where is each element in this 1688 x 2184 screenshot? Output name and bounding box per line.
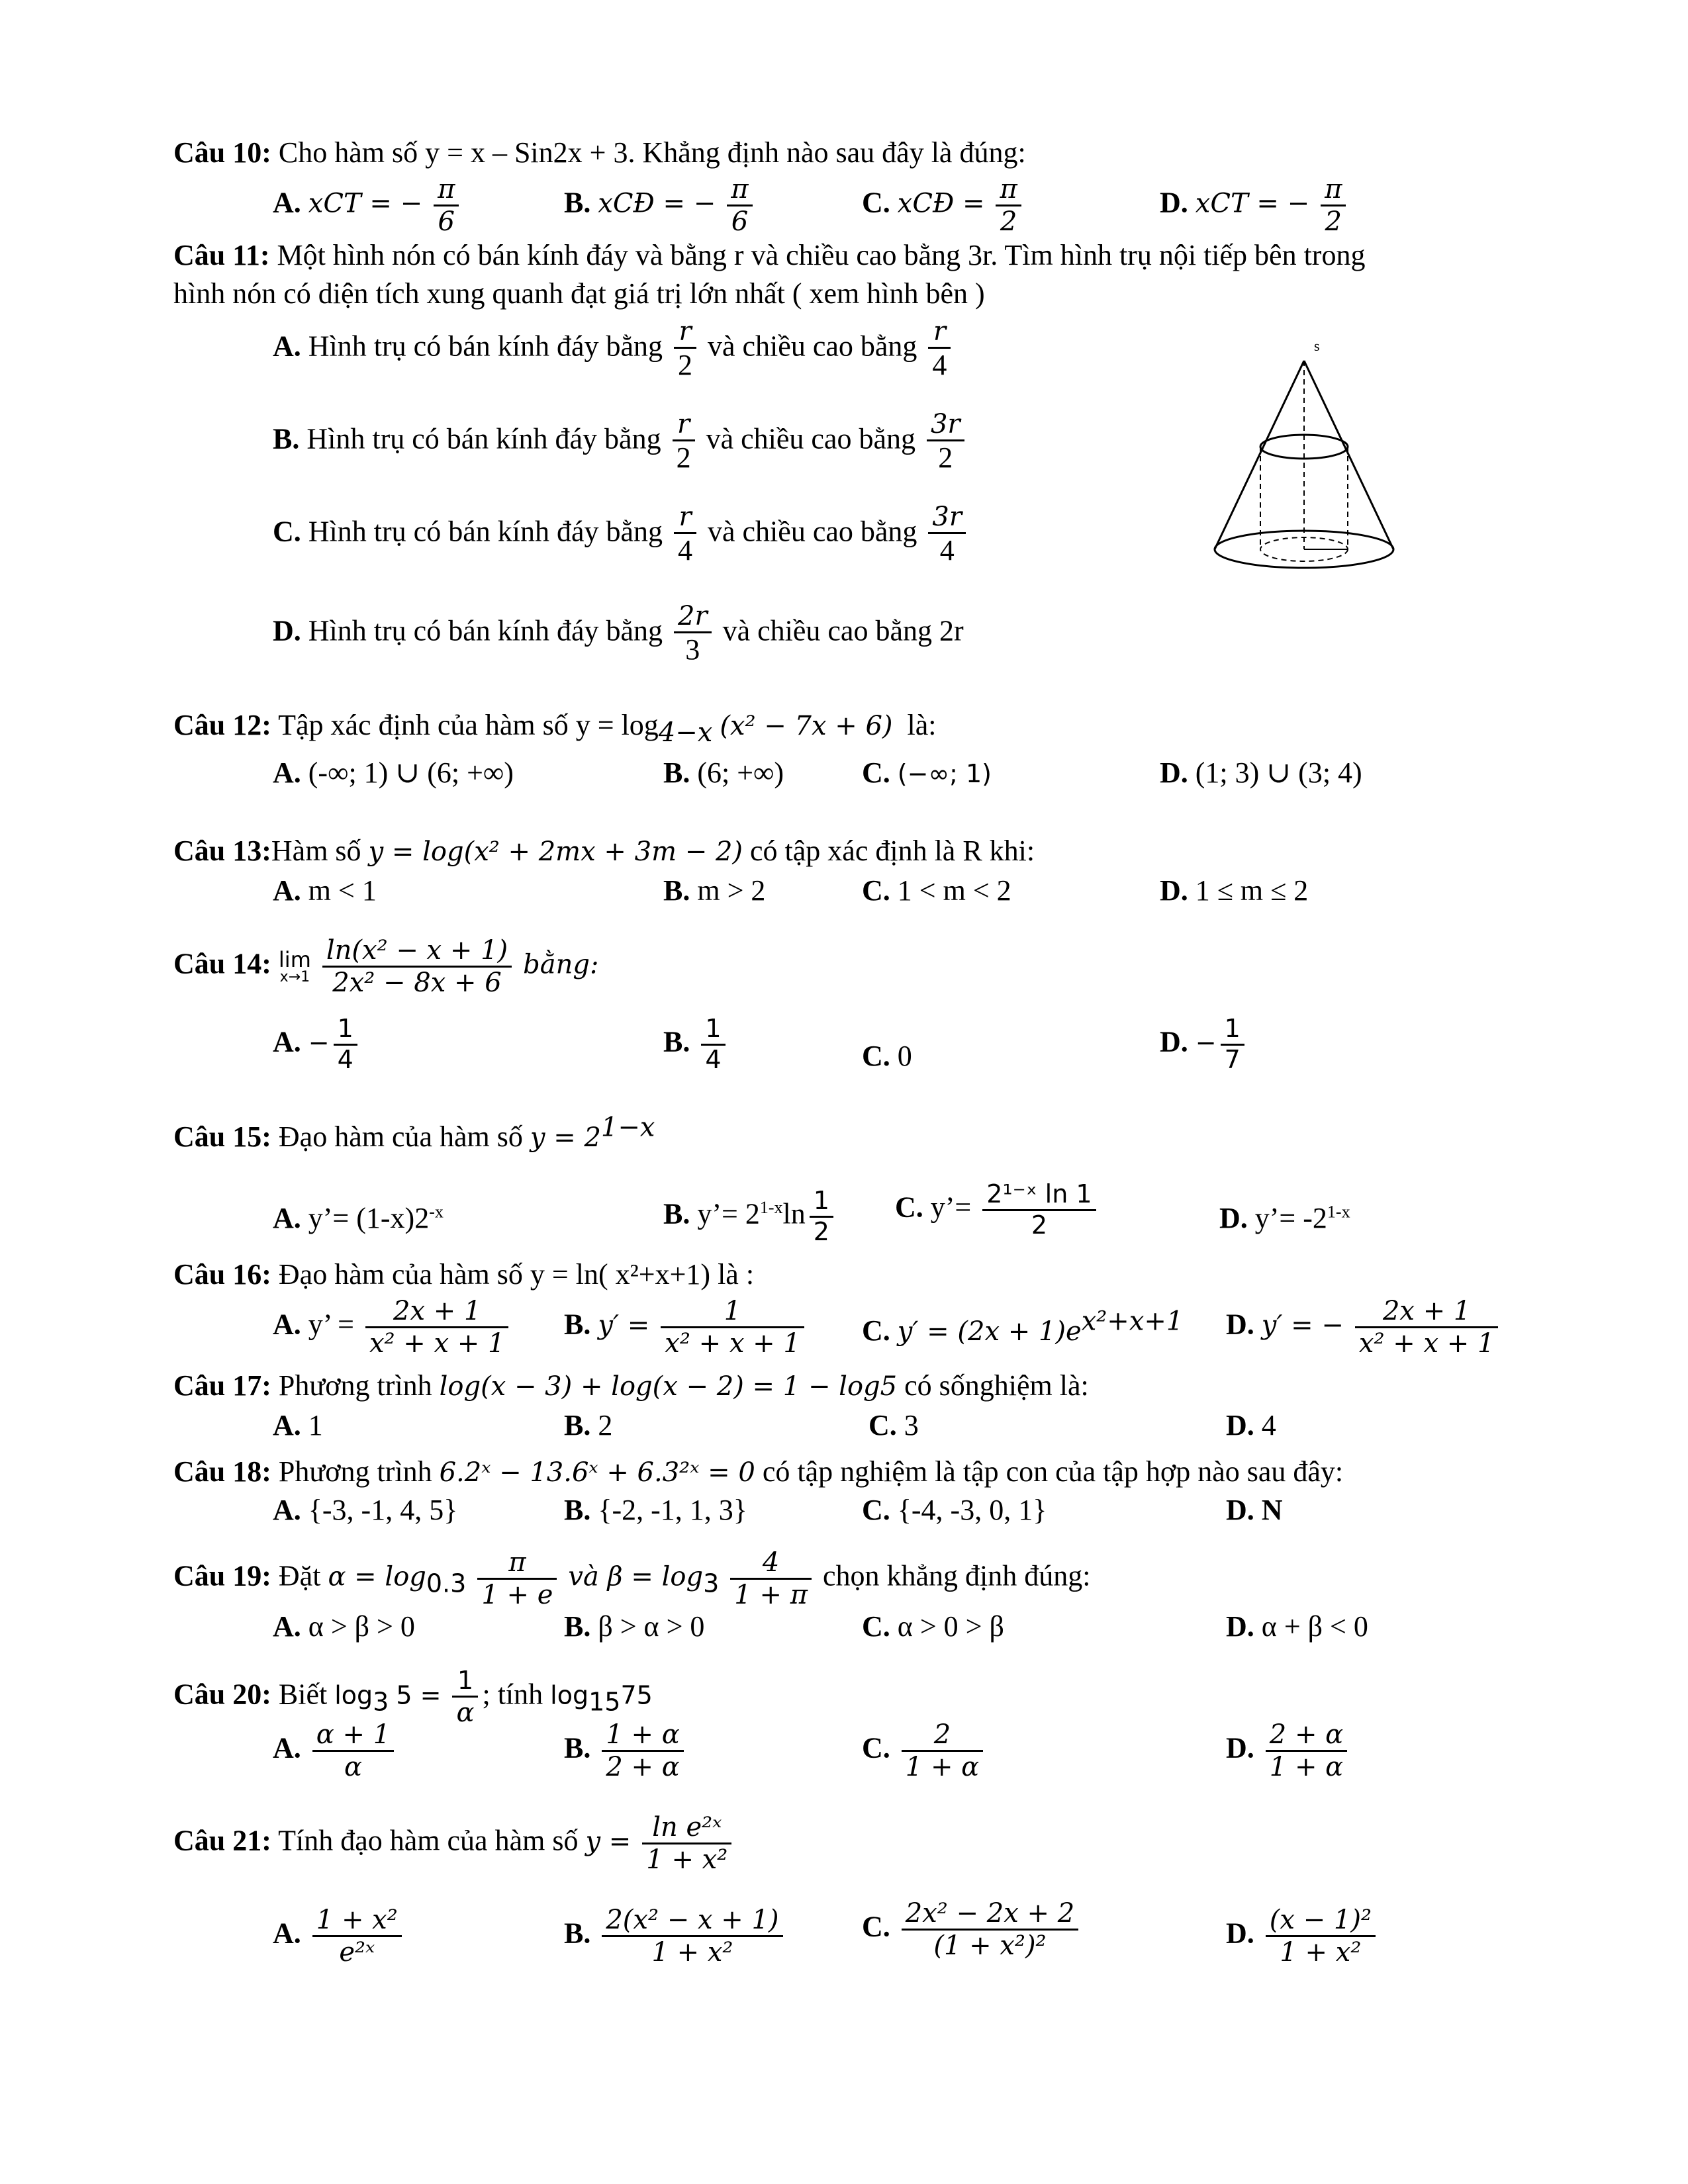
option-value: 4 <box>1261 1409 1276 1441</box>
option-c[interactable] <box>862 1899 1082 1960</box>
option-b[interactable] <box>564 1906 787 1966</box>
question-20 <box>173 1668 653 1727</box>
option-key: B. <box>273 422 300 455</box>
option-expr: y′ = − <box>1261 1310 1344 1341</box>
option-b[interactable] <box>663 1016 729 1073</box>
option-key: C. <box>862 1610 890 1643</box>
lim-sub: x→1 <box>279 968 310 985</box>
option-value: (1; 3) ∪ (3; 4) <box>1195 756 1362 789</box>
expr: 6.2ˣ − 13.6ˣ + 6.3²ˣ = 0 <box>439 1457 755 1488</box>
option-value: (6; +∞) <box>697 756 784 789</box>
question-16 <box>173 1257 754 1292</box>
option-value: α > β > 0 <box>308 1610 415 1643</box>
frac-num: π <box>508 1547 526 1578</box>
frac-den: 2 <box>673 439 695 473</box>
option-key: C. <box>862 1494 890 1526</box>
frac-num: 1 <box>724 1296 741 1326</box>
option-key: D. <box>273 614 301 647</box>
frac-num: π <box>731 174 749 205</box>
expr: y = log(x² + 2mx + 3m − 2) <box>368 837 743 867</box>
option-b[interactable] <box>663 756 784 790</box>
question-11 <box>173 238 1365 273</box>
option-c[interactable] <box>868 1408 919 1443</box>
alpha-base: 0.3 <box>426 1569 467 1598</box>
question-13 <box>173 834 1035 869</box>
option-key: A. <box>273 1610 301 1643</box>
option-c[interactable] <box>862 1610 1004 1644</box>
question-text: Cho hàm số y = x – Sin2x + 3. Khẳng định nào sau đây là đúng: <box>278 136 1026 169</box>
question-label: Câu 16: <box>173 1258 271 1291</box>
frac-den: 1 + e <box>477 1578 557 1609</box>
option-a[interactable] <box>273 874 377 908</box>
question-text: Hàm số <box>271 835 361 867</box>
frac-den: 2 <box>810 1216 833 1246</box>
option-sup: -x <box>429 1202 444 1222</box>
option-value: y’= -2 <box>1254 1202 1327 1234</box>
frac-den: 2 + α <box>602 1750 683 1781</box>
option-d[interactable] <box>1226 1721 1351 1781</box>
cone-edge-left <box>1215 361 1304 549</box>
frac-num: ln e²ˣ <box>652 1812 722 1843</box>
question-text: Tính đạo hàm của hàm số <box>278 1824 579 1857</box>
option-key: C. <box>862 874 890 907</box>
option-key: B. <box>564 1917 591 1950</box>
option-sup: 1-x <box>1327 1202 1350 1222</box>
option-a[interactable] <box>273 1297 512 1357</box>
option-d[interactable] <box>1226 1297 1502 1357</box>
option-d[interactable] <box>1160 175 1350 236</box>
frac-den: 2x² − 8x + 6 <box>322 966 512 997</box>
frac-den: 7 <box>1221 1044 1244 1073</box>
question-label: Câu 11: <box>173 239 270 271</box>
expr-pre: y = <box>585 1826 632 1857</box>
option-a[interactable] <box>273 1016 361 1073</box>
option-key: C. <box>862 756 890 789</box>
expr-arg: (x² − 7x + 6) <box>720 711 893 741</box>
option-value: 3 <box>904 1409 919 1441</box>
option-a[interactable] <box>273 1201 444 1236</box>
option-d[interactable] <box>1226 1610 1368 1644</box>
option-value: {-2, -1, 1, 3} <box>598 1494 747 1526</box>
option-expr: xCĐ = <box>897 188 985 219</box>
option-value: N <box>1261 1494 1283 1526</box>
option-key: A. <box>273 874 301 907</box>
option-c[interactable] <box>862 1039 912 1073</box>
option-key: B. <box>564 1308 591 1341</box>
cone-edge-right <box>1304 361 1393 549</box>
option-key: B. <box>564 1409 591 1441</box>
question-label: Câu 12: <box>173 709 271 741</box>
option-a[interactable] <box>273 175 463 236</box>
frac-num: 1 <box>457 1666 474 1695</box>
question-tail: chọn khẳng định đúng: <box>822 1559 1091 1592</box>
option-b[interactable] <box>564 1493 747 1527</box>
option-key: B. <box>663 756 690 789</box>
frac-den: 4 <box>674 532 696 566</box>
option-c[interactable] <box>273 503 970 566</box>
option-key: A. <box>273 186 301 219</box>
expr-mid: 5 = <box>396 1680 442 1710</box>
frac-den: 6 <box>434 205 459 236</box>
option-key: C. <box>862 1314 890 1347</box>
expr-log-base: 3 <box>373 1687 389 1717</box>
frac-num: π <box>1325 174 1342 205</box>
question-12 <box>173 708 937 748</box>
frac-den: 1 + α <box>902 1750 983 1781</box>
frac-num: 1 + α <box>606 1719 680 1750</box>
expr2-log: log <box>550 1680 589 1710</box>
question-label: Câu 10: <box>173 136 271 169</box>
frac-den: e²ˣ <box>312 1935 402 1966</box>
option-sup: 1-x <box>759 1197 783 1217</box>
option-key: D. <box>1160 874 1188 907</box>
option-text: và chiều cao bằng <box>708 330 917 363</box>
frac-den: 1 + α <box>1266 1750 1347 1781</box>
option-value: y’= (1-x)2 <box>308 1202 430 1234</box>
question-label: Câu 18: <box>173 1455 271 1488</box>
option-key: C. <box>862 1910 890 1943</box>
option-key: A. <box>273 756 301 789</box>
option-sign: − <box>1195 1028 1217 1058</box>
alpha-expr: α = log <box>328 1561 426 1592</box>
expr: y = 2 <box>530 1122 601 1153</box>
option-b[interactable] <box>564 1297 808 1357</box>
frac-num: r <box>933 316 946 347</box>
option-text: và chiều cao bằng <box>708 515 917 548</box>
expr2-log-base: 15 <box>588 1687 621 1717</box>
frac-num: 2(x² − x + 1) <box>606 1905 779 1935</box>
option-b[interactable] <box>564 1610 704 1644</box>
option-expr: xCĐ = − <box>598 188 716 219</box>
question-tail: là: <box>907 709 937 741</box>
option-text: Hình trụ có bán kính đáy bằng <box>308 614 663 647</box>
option-a[interactable] <box>273 1906 406 1966</box>
frac-den: 1 + x² <box>642 1843 731 1874</box>
frac-den: x² + x + 1 <box>661 1326 804 1357</box>
frac-den: 6 <box>727 205 752 236</box>
option-key: C. <box>868 1409 897 1441</box>
question-tail: có tập nghiệm là tập con của tập hợp nào sau đây: <box>762 1455 1344 1488</box>
frac-num: π <box>1000 174 1017 205</box>
question-10 <box>173 136 1026 170</box>
question-19 <box>173 1549 1091 1609</box>
option-value: y’= 2 <box>697 1197 760 1230</box>
option-key: A. <box>273 1202 301 1234</box>
question-11-line2 <box>173 277 985 311</box>
expr-log: log <box>334 1680 373 1710</box>
question-text: Phương trình <box>278 1369 432 1402</box>
option-value: 2 <box>598 1409 613 1441</box>
frac-num: 2r <box>678 601 708 631</box>
frac-num: 2 + α <box>1269 1719 1344 1750</box>
option-key: C. <box>862 1040 890 1072</box>
option-key: A. <box>273 1494 301 1526</box>
frac-den: 2 <box>927 439 964 473</box>
option-b[interactable] <box>564 175 757 236</box>
frac-num: α + 1 <box>316 1719 391 1750</box>
option-text: Hình trụ có bán kính đáy bằng <box>306 422 661 455</box>
option-value: α + β < 0 <box>1261 1610 1368 1643</box>
question-text: Đạo hàm của hàm số <box>278 1120 523 1153</box>
frac-num: 4 <box>762 1547 780 1578</box>
option-value: m > 2 <box>697 874 766 907</box>
frac-num: 2¹⁻ˣ ln 1 <box>986 1179 1092 1208</box>
question-label: Câu 15: <box>173 1120 271 1153</box>
frac-num: (x − 1)² <box>1269 1905 1372 1935</box>
question-15 <box>173 1112 655 1155</box>
option-key: D. <box>1160 1025 1188 1058</box>
option-key: D. <box>1226 1494 1254 1526</box>
question-tail: bằng: <box>523 949 599 980</box>
option-a[interactable] <box>273 1408 323 1443</box>
option-a[interactable] <box>273 1721 398 1781</box>
option-expr: y’ = <box>308 1308 354 1341</box>
option-text: và chiều cao bằng 2r <box>722 614 964 647</box>
lim-text: lim <box>278 946 311 972</box>
question-text: Đặt <box>278 1559 321 1592</box>
option-key: D. <box>1226 1610 1254 1643</box>
option-key: D. <box>1226 1409 1254 1441</box>
option-key: A. <box>273 1025 301 1058</box>
option-value: 1 <box>308 1409 323 1441</box>
frac-num: 2 <box>933 1719 951 1750</box>
frac-den: (1 + x²)² <box>902 1929 1078 1960</box>
option-b[interactable] <box>663 1188 837 1246</box>
frac-num: ln(x² − x + 1) <box>326 935 508 966</box>
beta-expr: và β = log <box>568 1561 704 1592</box>
option-key: A. <box>273 1409 301 1441</box>
frac-den: α <box>312 1750 394 1781</box>
option-key: A. <box>273 1731 301 1764</box>
frac-den: 3 <box>674 631 712 665</box>
option-c[interactable] <box>862 1493 1047 1527</box>
frac-num: 1 + x² <box>316 1905 398 1935</box>
option-key: B. <box>663 874 690 907</box>
frac-den: 1 + x² <box>1266 1935 1376 1966</box>
frac-num: r <box>679 502 692 532</box>
question-label: Câu 14: <box>173 947 271 980</box>
option-key: D. <box>1226 1731 1254 1764</box>
option-key: B. <box>564 1610 591 1643</box>
option-a[interactable] <box>273 1493 457 1527</box>
question-17 <box>173 1369 1089 1404</box>
frac-num: 2x + 1 <box>393 1296 481 1326</box>
option-key: B. <box>663 1025 690 1058</box>
option-key: D. <box>1226 1308 1254 1341</box>
frac-num: r <box>679 316 692 347</box>
option-key: C. <box>273 515 301 548</box>
expr-log: log <box>621 709 659 741</box>
option-b[interactable] <box>663 874 765 908</box>
question-21 <box>173 1813 735 1874</box>
question-tail: ; tính <box>482 1678 543 1711</box>
frac-den: x² + x + 1 <box>1355 1326 1499 1357</box>
option-a[interactable] <box>273 1610 415 1644</box>
option-key: B. <box>663 1197 690 1230</box>
option-key: D. <box>1160 186 1188 219</box>
option-d[interactable] <box>1160 1016 1248 1073</box>
option-c[interactable] <box>862 1721 987 1781</box>
option-sign: − <box>308 1028 330 1058</box>
question-tail: có tập xác định là R khi: <box>750 835 1035 867</box>
option-c[interactable] <box>862 1306 1184 1349</box>
question-tail: có sốnghiệm là: <box>904 1369 1089 1402</box>
question-label: Câu 13: <box>173 835 271 867</box>
option-value: 0 <box>897 1040 912 1072</box>
question-text: Tập xác định của hàm số y = <box>278 709 614 741</box>
question-text: Một hình nón có bán kính đáy và bằng r và chiều cao bằng 3r. Tìm hình trụ nội tiếp bên trong <box>277 239 1366 271</box>
question-text: Đạo hàm của hàm số y = ln( x²+x+1) là : <box>278 1258 755 1291</box>
question-label: Câu 21: <box>173 1824 271 1857</box>
option-key: D. <box>1219 1202 1248 1234</box>
option-expr: y′ = <box>598 1310 650 1341</box>
cone-figure <box>1205 331 1403 582</box>
option-key: B. <box>564 186 591 219</box>
beta-base: 3 <box>703 1569 720 1598</box>
question-18 <box>173 1455 1343 1490</box>
option-value: y’= <box>930 1191 972 1224</box>
option-d[interactable] <box>1160 874 1308 908</box>
option-a[interactable] <box>273 318 955 381</box>
frac-den: 1 + x² <box>602 1935 782 1966</box>
option-key: A. <box>273 1308 301 1341</box>
question-14 <box>173 936 598 997</box>
option-b[interactable] <box>564 1408 612 1443</box>
option-key: C. <box>895 1191 923 1224</box>
option-value: 1 ≤ m ≤ 2 <box>1195 874 1309 907</box>
option-value: {-3, -1, 4, 5} <box>308 1494 458 1526</box>
option-c[interactable] <box>862 756 992 791</box>
option-text: Hình trụ có bán kính đáy bằng <box>308 330 663 363</box>
expr-log-base: 4−x <box>658 717 713 748</box>
frac-num: π <box>438 174 455 205</box>
frac-num: 2x + 1 <box>1382 1296 1471 1326</box>
option-c[interactable] <box>862 874 1011 908</box>
option-d[interactable] <box>1226 1493 1283 1527</box>
option-text: và chiều cao bằng <box>706 422 915 455</box>
frac-den: 2 <box>996 205 1021 236</box>
question-label: Câu 19: <box>173 1559 271 1592</box>
question-text: Phương trình <box>278 1455 432 1488</box>
frac-num: 3r <box>932 502 962 532</box>
expr: log(x − 3) + log(x − 2) = 1 − log5 <box>439 1371 898 1402</box>
option-b[interactable] <box>564 1721 688 1781</box>
frac-den: 2 <box>674 347 696 381</box>
option-tail: ln <box>782 1197 806 1230</box>
frac-den: x² + x + 1 <box>365 1326 509 1357</box>
option-key: C. <box>862 186 890 219</box>
option-a[interactable] <box>273 756 514 790</box>
option-expr: xCT = − <box>308 188 423 219</box>
frac-den: 4 <box>928 532 966 566</box>
option-d[interactable] <box>1219 1201 1350 1236</box>
frac-den: 1 + π <box>730 1578 812 1609</box>
frac-num: 1 <box>705 1014 722 1043</box>
frac-den: 4 <box>928 347 951 381</box>
frac-den: 2 <box>982 1209 1096 1239</box>
frac-den: 4 <box>334 1044 357 1073</box>
option-value: β > α > 0 <box>598 1610 705 1643</box>
option-key: D. <box>1160 756 1188 789</box>
option-value: {-4, -3, 0, 1} <box>897 1494 1047 1526</box>
option-expr: xCT = − <box>1195 188 1310 219</box>
option-text: Hình trụ có bán kính đáy bằng <box>308 515 663 548</box>
option-key: A. <box>273 330 301 363</box>
option-key: A. <box>273 1917 301 1950</box>
option-c[interactable] <box>895 1181 1100 1239</box>
option-value: 1 < m < 2 <box>897 874 1011 907</box>
option-key: D. <box>1226 1917 1254 1950</box>
option-key: C. <box>862 1731 890 1764</box>
frac-num: 1 <box>337 1014 353 1043</box>
frac-num: 2x² − 2x + 2 <box>905 1898 1075 1929</box>
frac-den: 2 <box>1321 205 1346 236</box>
frac-num: 1 <box>813 1186 829 1215</box>
option-d[interactable] <box>1226 1408 1276 1443</box>
option-value: y′ = (2x + 1)e <box>897 1316 1082 1347</box>
frac-num: r <box>677 409 690 439</box>
frac-den: α <box>452 1696 478 1727</box>
expr-sup: 1−x <box>600 1112 655 1143</box>
question-label: Câu 17: <box>173 1369 271 1402</box>
option-b[interactable] <box>273 410 968 473</box>
option-sup: x²+x+1 <box>1081 1306 1184 1337</box>
option-key: B. <box>564 1494 591 1526</box>
option-value: (-∞; 1) ∪ (6; +∞) <box>308 756 514 789</box>
option-d[interactable] <box>1160 756 1362 790</box>
option-d[interactable] <box>1226 1906 1380 1966</box>
option-key: B. <box>564 1731 591 1764</box>
frac-num: 1 <box>1224 1014 1241 1043</box>
option-value: m < 1 <box>308 874 377 907</box>
option-c[interactable] <box>862 175 1025 236</box>
option-d[interactable] <box>273 602 964 665</box>
question-label: Câu 20: <box>173 1678 271 1711</box>
question-text: hình nón có diện tích xung quanh đạt giá trị lớn nhất ( xem hình bên ) <box>173 277 985 310</box>
option-value: α > 0 > β <box>897 1610 1004 1643</box>
expr2-tail: 75 <box>620 1680 653 1710</box>
frac-den: 4 <box>701 1044 725 1073</box>
frac-num: 3r <box>930 409 961 439</box>
figure-label: s <box>1314 338 1320 354</box>
question-text: Biết <box>278 1678 328 1711</box>
option-value: (−∞; 1) <box>897 759 992 788</box>
